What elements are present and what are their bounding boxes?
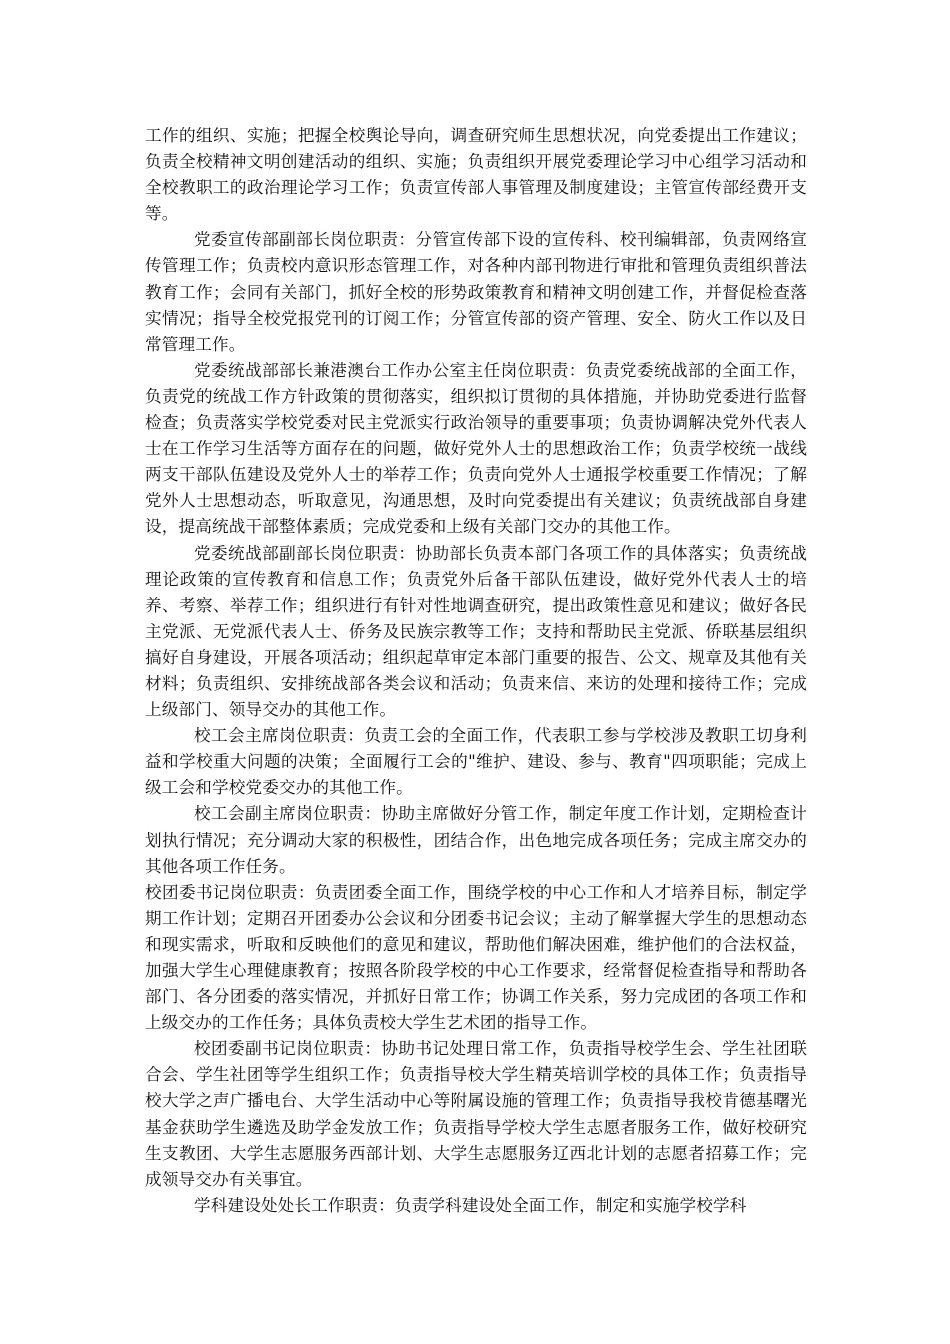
paragraph-propaganda-deputy-minister: 党委宣传部副部长岗位职责：分管宣传部下设的宣传科、校刊编辑部，负责网络宣传管理工作；负责校内意识形态管理工作，对各种内部刊物进行审批和管理负责组织普法教育工作；会同有关部门，抓好全校的形势政策教育和精神文明创建工作，并督促检查落实情况；指导全校党报党刊的订阅工作；分管宣传部的资产管理、安全、防火工作以及日常管理工作。: [145, 230, 807, 354]
paragraph-youth-league-secretary: 校团委书记岗位职责：负责团委全面工作，围绕学校的中心工作和人才培养目标，制定学期工作计划；定期召开团委办公会议和分团委书记会议；主动了解掌握大学生的思想动态和现实需求，听取和反映他们的意见和建议，帮助他们解决困难，维护他们的合法权益，加强大学生心理健康教育；按照各阶段学校的中心工作要求，经常督促检查指导和帮助各部门、各分团委的落实情况，并抓好日常工作；协调工作关系，努力完成团的各项工作和上级交办的工作任务；具体负责校大学生艺术团的指导工作。: [145, 882, 807, 1033]
paragraph-propaganda-minister-continued: 工作的组织、实施；把握全校舆论导向，调查研究师生思想状况，向党委提出工作建议；负责全校精神文明创建活动的组织、实施；负责组织开展党委理论学习中心组学习活动和全校教职工的政治理论学习工作；负责宣传部人事管理及制度建设；主管宣传部经费开支等。: [145, 126, 807, 224]
paragraph-discipline-construction-director: 学科建设处处长工作职责：负责学科建设处全面工作，制定和实施学校学科: [193, 1195, 747, 1215]
document-page: [145, 123, 807, 1219]
paragraph-united-front-minister: 党委统战部部长兼港澳台工作办公室主任岗位职责：负责党委统战部的全面工作，负责党的统战工作方针政策的贯彻落实，组织拟订贯彻的具体措施，并协助党委进行监督检查；负责落实学校党委对民主党派实行政治领导的重要事项；负责协调解决党外代表人士在工作学习生活等方面存在的问题，做好党外人士的思想政治工作；负责学校统一战线两支干部队伍建设及党外人士的举荐工作；负责向党外人士通报学校重要工作情况；了解党外人士思想动态，听取意见，沟通思想，及时向党委提出有关建议；负责统战部自身建设，提高统战干部整体素质；完成党委和上级有关部门交办的其他工作。: [145, 360, 807, 537]
paragraph-union-vice-chairman: 校工会副主席岗位职责：协助主席做好分管工作，制定年度工作计划，定期检查计划执行情况；充分调动大家的积极性，团结合作，出色地完成各项任务；完成主席交办的其他各项工作任务。: [145, 804, 807, 876]
paragraph-youth-league-deputy-secretary: 校团委副书记岗位职责：协助书记处理日常工作，负责指导校学生会、学生社团联合会、学生社团等学生组织工作；负责指导校大学生精英培训学校的具体工作；负责指导校大学之声广播电台、大学生活动中心等附属设施的管理工作；负责指导我校肯德基曙光基金获助学生遴选及助学金发放工作；负责指导学校大学生志愿者服务工作，做好校研究生支教团、大学生志愿服务西部计划、大学生志愿服务辽西北计划的志愿者招募工作；完成领导交办有关事宜。: [145, 1039, 807, 1189]
paragraph-united-front-deputy-minister: 党委统战部副部长岗位职责：协助部长负责本部门各项工作的具体落实；负责统战理论政策的宣传教育和信息工作；负责党外后备干部队伍建设，做好党外代表人士的培养、考察、举荐工作；组织进行有针对性地调查研究，提出政策性意见和建议；做好各民主党派、无党派代表人士、侨务及民族宗教等工作；支持和帮助民主党派、侨联基层组织搞好自身建设，开展各项活动；组织起草审定本部门重要的报告、公文、规章及其他有关材料；负责组织、安排统战部各类会议和活动；负责来信、来访的处理和接待工作；完成上级部门、领导交办的其他工作。: [145, 543, 807, 720]
paragraph-union-chairman: 校工会主席岗位职责：负责工会的全面工作，代表职工参与学校涉及教职工切身利益和学校重大问题的决策；全面履行工会的"维护、建设、参与、教育"四项职能；完成上级工会和学校党委交办的其他工作。: [145, 726, 807, 798]
